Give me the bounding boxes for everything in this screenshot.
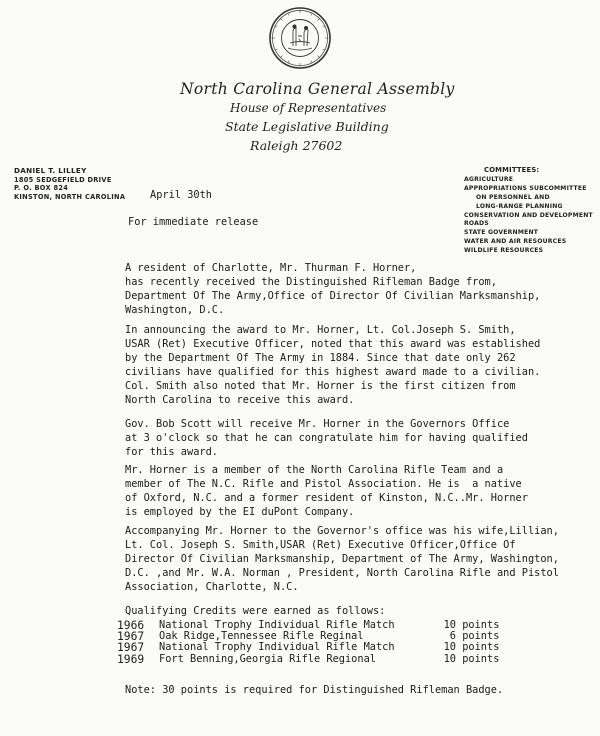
assembly-name: North Carolina General Assembly bbox=[180, 80, 455, 98]
credit-event: National Trophy Individual Rifle Match bbox=[159, 619, 395, 631]
sender-address-line: 1805 SEDGEFIELD DRIVE bbox=[14, 175, 112, 184]
credit-points-unit: points bbox=[462, 619, 500, 631]
committee-item: APPROPRIATIONS SUBCOMMITTEE bbox=[464, 184, 587, 192]
credit-points-value: 10 bbox=[443, 652, 456, 665]
credit-points bbox=[439, 630, 499, 642]
paragraph-announcement: A resident of Charlotte, Mr. Thurman F. Horner, has recently received the Distinguished Rifleman Badge from, Department Of The Army,Office of Director Of Civilian Marksmanship, Washington, D.C. bbox=[125, 262, 541, 316]
credit-points-unit: points bbox=[462, 652, 500, 665]
committee-item: WATER AND AIR RESOURCES bbox=[464, 238, 567, 246]
credit-points-unit: points bbox=[462, 641, 500, 654]
committee-item: ON PERSONNEL AND bbox=[476, 193, 550, 201]
sender-address-line: KINSTON, NORTH CAROLINA bbox=[14, 193, 126, 202]
committee-item: AGRICULTURE bbox=[464, 175, 514, 183]
paragraph-award-details: In announcing the award to Mr. Horner, Lt. Col.Joseph S. Smith, USAR (Ret) Executive Officer, noted that this award was established by the Department Of The Army in 1884. Since that date only 262 civilians have qualified for this highest award made to a civilian. Col. Smith also noted that Mr. Horner is the first citizen from North Carolina to receive this award. bbox=[125, 324, 541, 406]
sender-name: DANIEL T. LILLEY bbox=[14, 166, 87, 175]
committee-item: ROADS bbox=[464, 220, 489, 228]
paragraph-membership: Mr. Horner is a member of the North Carolina Rifle Team and a member of The N.C. Rifle and Pistol Association. He is a native of Oxford, N.C. and a former resident of Kinston, N.C..Mr. Horner is employed by the EI duPont Company. bbox=[125, 464, 528, 518]
credits-intro: Qualifying Credits were earned as follows: bbox=[125, 605, 386, 617]
credit-points-value: 10 bbox=[443, 619, 456, 631]
committee-item: STATE GOVERNMENT bbox=[464, 229, 539, 237]
sender-address-line: P. O. BOX 824 bbox=[14, 184, 69, 193]
paragraph-governor: Gov. Bob Scott will receive Mr. Horner in the Governors Office at 3 o'clock so that he can congratulate him for having qualified for this award. bbox=[125, 418, 528, 458]
credit-year: 1967 bbox=[117, 630, 145, 644]
committee-item: LONG-RANGE PLANNING bbox=[476, 202, 563, 210]
committee-item: WILDLIFE RESOURCES bbox=[464, 247, 544, 255]
committees-block bbox=[464, 166, 593, 256]
paragraph-accompanying: Accompanying Mr. Horner to the Governor's office was his wife,Lillian, Lt. Col. Joseph S. Smith,USAR (Ret) Executive Officer,Office Of Director Of Civilian Marksmanship, Department of The Army, Washington, D.C. ,and Mr. W.A. Norman , President, North Carolina Rifle and Pistol Association, Charlotte, N.C. bbox=[125, 525, 559, 593]
credit-points bbox=[439, 653, 499, 665]
credit-points-value: 10 bbox=[443, 641, 456, 654]
state-seal-icon bbox=[268, 6, 332, 70]
letter-date: April 30th bbox=[150, 189, 212, 201]
committees-title: COMMITTEES: bbox=[484, 166, 540, 174]
credit-year: 1967 bbox=[117, 641, 145, 655]
city-zip: Raleigh 27602 bbox=[250, 138, 343, 153]
badge-note: Note: 30 points is required for Distinguished Rifleman Badge. bbox=[125, 684, 504, 696]
credit-event: Oak Ridge,Tennessee Rifle Reginal bbox=[159, 630, 364, 643]
committees-list bbox=[464, 176, 593, 256]
credit-points-value: 6 bbox=[449, 630, 456, 643]
credit-event: National Trophy Individual Rifle Match bbox=[159, 641, 395, 654]
credit-event: Fort Benning,Georgia Rifle Regional bbox=[159, 652, 376, 665]
committee-item: CONSERVATION AND DEVELOPMENT bbox=[464, 211, 593, 219]
credit-points bbox=[439, 619, 499, 631]
sender-block bbox=[14, 167, 125, 202]
building-name: State Legislative Building bbox=[225, 119, 389, 134]
credit-year: 1969 bbox=[117, 652, 145, 666]
credit-points-unit: points bbox=[462, 630, 500, 643]
credit-points bbox=[439, 641, 499, 653]
house-name: House of Representatives bbox=[230, 101, 387, 115]
release-line: For immediate release bbox=[128, 216, 259, 228]
credit-year: 1966 bbox=[117, 619, 145, 632]
